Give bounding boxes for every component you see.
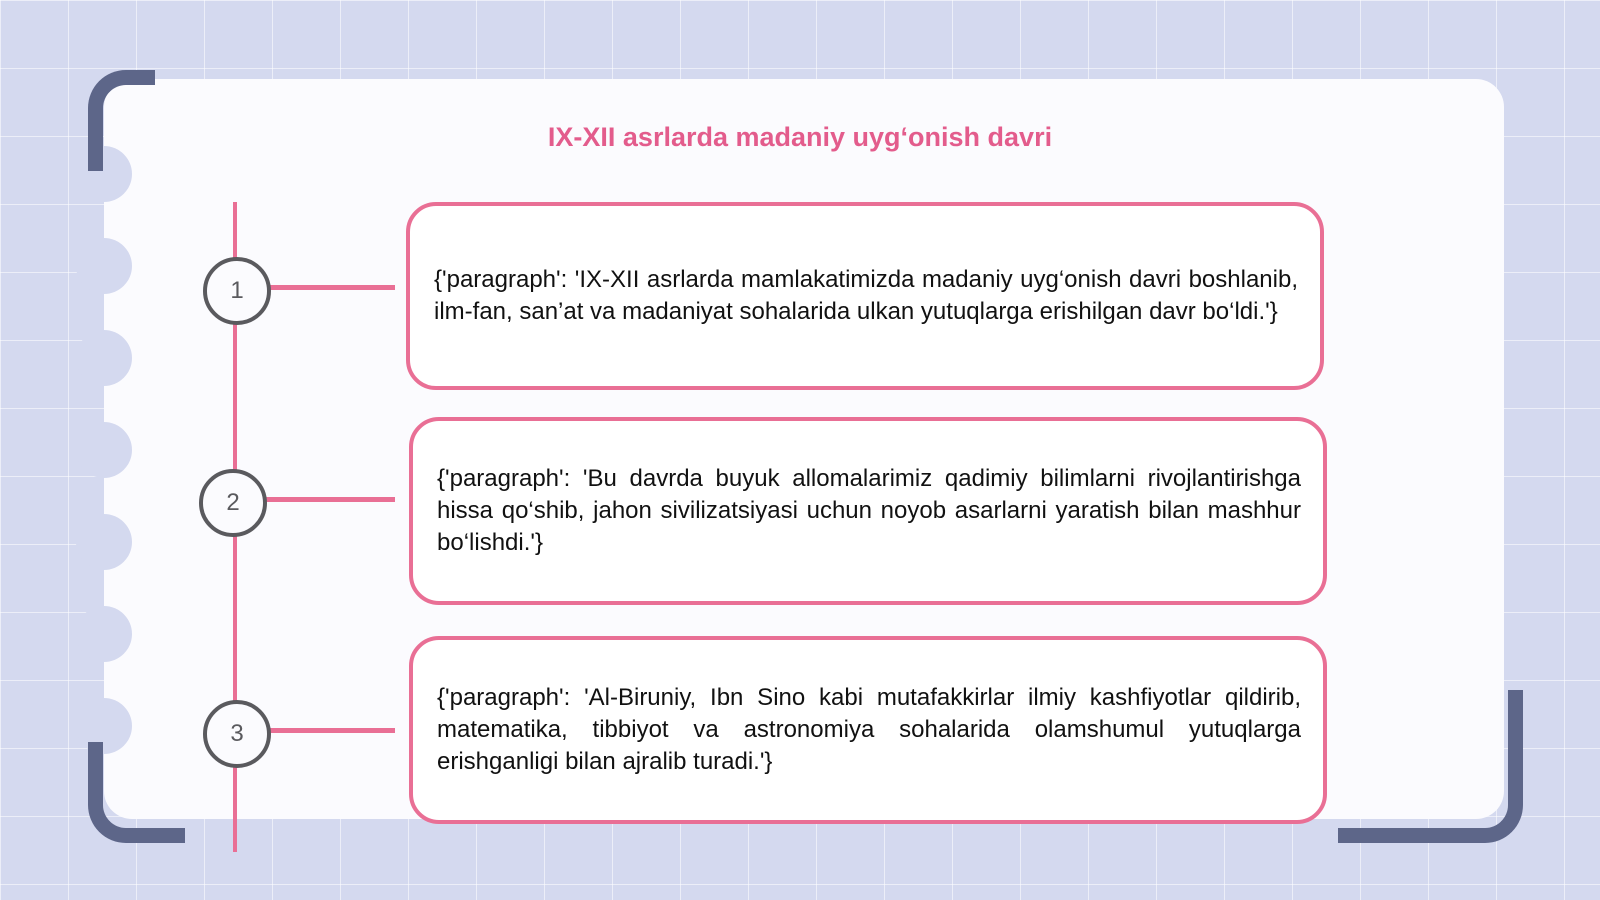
timeline-connector [266, 285, 395, 290]
timeline-number: 1 [230, 277, 244, 304]
timeline-text: {'paragraph': 'Bu davrda buyuk allomalarimiz qadimiy bilimlarni rivojlantirishga hissa qo‘shib, jahon sivilizatsiyasi uchun noyob asarlarni yaratish bilan mashhur bo‘lishdi.'} [437, 465, 1301, 556]
timeline-text: {'paragraph': 'IX-XII asrlarda mamlakatimizda madaniy uyg‘onish davri boshlanib, ilm-fan, san’at va madaniyat sohalarida ulkan yutuqlarga erishilgan davr bo‘ldi.'} [434, 266, 1298, 325]
timeline-marker [203, 700, 271, 768]
corner-bracket-top-left [88, 70, 155, 171]
notebook-hole [76, 238, 132, 294]
notebook-hole [76, 330, 132, 386]
timeline-marker [199, 469, 267, 537]
timeline-number: 2 [226, 489, 240, 516]
slide-title: IX-XII asrlarda madaniy uyg‘onish davri [547, 122, 1053, 152]
timeline-card [406, 202, 1324, 390]
timeline-card [409, 417, 1327, 605]
notebook-hole [76, 514, 132, 570]
timeline-card [409, 636, 1327, 824]
corner-bracket-bottom-left [88, 742, 185, 843]
timeline-text: {'paragraph': 'Al-Biruniy, Ibn Sino kabi mutafakkirlar ilmiy kashfiyotlar qildirib, matematika, tibbiyot va astronomiya sohalarida olamshumul yutuqlarga erishganligi bilan ajralib turadi.'} [437, 684, 1301, 775]
timeline-number: 3 [230, 720, 244, 747]
timeline-marker [203, 257, 271, 325]
timeline-connector [266, 728, 395, 733]
notebook-hole [76, 606, 132, 662]
timeline-connector [266, 497, 395, 502]
corner-bracket-bottom-right [1338, 690, 1523, 843]
notebook-hole [76, 422, 132, 478]
